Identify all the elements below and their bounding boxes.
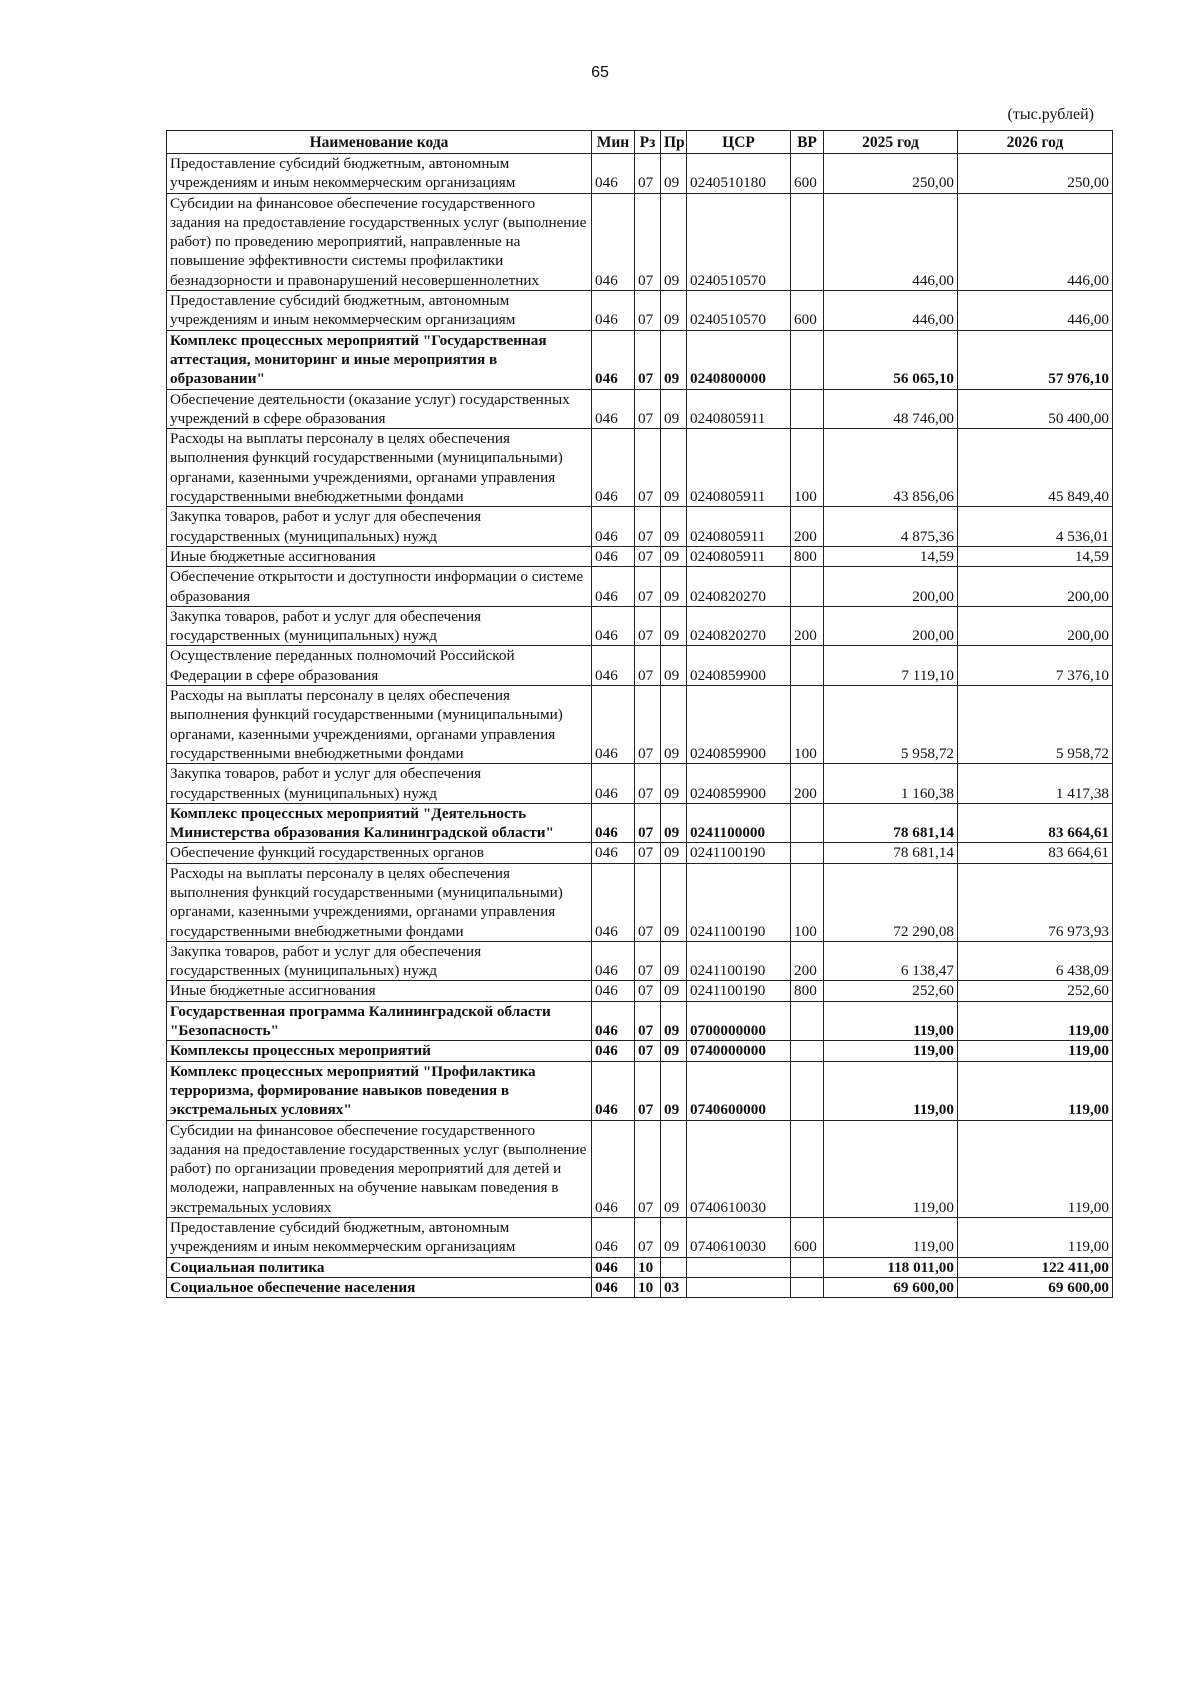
cell-rz: 07	[635, 843, 661, 863]
cell-2026: 50 400,00	[958, 389, 1113, 429]
cell-min: 046	[592, 193, 635, 290]
cell-min: 046	[592, 1061, 635, 1120]
cell-min: 046	[592, 981, 635, 1001]
cell-name: Обеспечение деятельности (оказание услуг) государственных учреждений в сфере образования	[167, 389, 592, 429]
table-body	[167, 154, 1113, 1298]
cell-name: Государственная программа Калининградской области "Безопасность"	[167, 1001, 592, 1041]
cell-2025: 200,00	[824, 606, 958, 646]
cell-rz: 07	[635, 1001, 661, 1041]
table-row	[167, 1061, 1113, 1120]
cell-name: Комплекс процессных мероприятий "Государственная аттестация, мониторинг и иные мероприятия в образовании"	[167, 330, 592, 389]
cell-name: Расходы на выплаты персоналу в целях обеспечения выполнения функций государственными (муниципальными) органами, казенными учреждениями, органами управления государственными внебюджетными фондами	[167, 686, 592, 764]
cell-min: 046	[592, 154, 635, 194]
cell-min: 046	[592, 330, 635, 389]
table-row	[167, 1218, 1113, 1258]
cell-vr	[791, 1061, 824, 1120]
cell-rz: 10	[635, 1277, 661, 1297]
cell-rz: 07	[635, 606, 661, 646]
cell-2025: 6 138,47	[824, 941, 958, 981]
col-header-csr: ЦСР	[687, 131, 791, 154]
cell-pr: 09	[661, 389, 687, 429]
cell-vr: 200	[791, 507, 824, 547]
cell-rz: 07	[635, 429, 661, 507]
cell-vr: 600	[791, 291, 824, 331]
cell-pr: 09	[661, 193, 687, 290]
table-row	[167, 1120, 1113, 1217]
cell-2025: 7 119,10	[824, 646, 958, 686]
cell-rz: 07	[635, 389, 661, 429]
table-row	[167, 843, 1113, 863]
cell-csr: 0240820270	[687, 606, 791, 646]
cell-rz: 07	[635, 291, 661, 331]
cell-pr: 09	[661, 863, 687, 941]
cell-vr: 200	[791, 606, 824, 646]
cell-name: Расходы на выплаты персоналу в целях обеспечения выполнения функций государственными (муниципальными) органами, казенными учреждениями, органами управления государственными внебюджетными фондами	[167, 863, 592, 941]
cell-2026: 446,00	[958, 291, 1113, 331]
col-header-pr: Пр	[661, 131, 687, 154]
cell-csr: 0241100190	[687, 863, 791, 941]
cell-name: Предоставление субсидий бюджетным, автономным учреждениям и иным некоммерческим организациям	[167, 1218, 592, 1258]
table-row	[167, 981, 1113, 1001]
cell-2025: 446,00	[824, 291, 958, 331]
cell-2025: 118 011,00	[824, 1257, 958, 1277]
cell-2025: 5 958,72	[824, 686, 958, 764]
table-row	[167, 803, 1113, 843]
table-row	[167, 941, 1113, 981]
cell-2025: 119,00	[824, 1061, 958, 1120]
cell-2026: 119,00	[958, 1218, 1113, 1258]
table-row	[167, 389, 1113, 429]
cell-2026: 200,00	[958, 567, 1113, 607]
budget-table	[166, 130, 1113, 1298]
cell-rz: 07	[635, 567, 661, 607]
cell-min: 046	[592, 291, 635, 331]
cell-name: Иные бюджетные ассигнования	[167, 981, 592, 1001]
cell-2026: 6 438,09	[958, 941, 1113, 981]
col-header-vr: ВР	[791, 131, 824, 154]
cell-min: 046	[592, 1001, 635, 1041]
cell-pr: 09	[661, 330, 687, 389]
col-header-2026: 2026 год	[958, 131, 1113, 154]
table-row	[167, 686, 1113, 764]
cell-name: Социальное обеспечение населения	[167, 1277, 592, 1297]
cell-csr: 0240859900	[687, 764, 791, 804]
cell-2026: 4 536,01	[958, 507, 1113, 547]
cell-min: 046	[592, 567, 635, 607]
cell-name: Субсидии на финансовое обеспечение государственного задания на предоставление государственных услуг (выполнение работ) по проведению мероприятий, направленные на повышение эффективности системы профилактики безнадзорности и правонарушений несовершеннолетних	[167, 193, 592, 290]
cell-2026: 1 417,38	[958, 764, 1113, 804]
cell-csr: 0740610030	[687, 1120, 791, 1217]
cell-csr	[687, 1257, 791, 1277]
cell-vr	[791, 1041, 824, 1061]
table-header-row	[167, 131, 1113, 154]
cell-csr: 0240805911	[687, 546, 791, 566]
cell-2025: 48 746,00	[824, 389, 958, 429]
cell-2026: 119,00	[958, 1061, 1113, 1120]
cell-2026: 252,60	[958, 981, 1113, 1001]
cell-vr	[791, 567, 824, 607]
cell-2026: 200,00	[958, 606, 1113, 646]
cell-vr	[791, 330, 824, 389]
cell-pr: 09	[661, 429, 687, 507]
cell-rz: 07	[635, 803, 661, 843]
cell-rz: 07	[635, 507, 661, 547]
cell-vr	[791, 843, 824, 863]
col-header-name: Наименование кода	[167, 131, 592, 154]
cell-2025: 69 600,00	[824, 1277, 958, 1297]
cell-pr: 09	[661, 764, 687, 804]
table-row	[167, 1257, 1113, 1277]
cell-2026: 57 976,10	[958, 330, 1113, 389]
cell-min: 046	[592, 941, 635, 981]
cell-min: 046	[592, 1041, 635, 1061]
cell-csr: 0240510180	[687, 154, 791, 194]
cell-name: Предоставление субсидий бюджетным, автономным учреждениям и иным некоммерческим организациям	[167, 154, 592, 194]
cell-min: 046	[592, 1257, 635, 1277]
cell-rz: 07	[635, 330, 661, 389]
cell-csr: 0241100000	[687, 803, 791, 843]
cell-min: 046	[592, 546, 635, 566]
cell-rz: 07	[635, 1061, 661, 1120]
cell-2026: 119,00	[958, 1120, 1113, 1217]
cell-name: Обеспечение функций государственных органов	[167, 843, 592, 863]
cell-pr: 09	[661, 567, 687, 607]
cell-vr	[791, 803, 824, 843]
table-row	[167, 154, 1113, 194]
cell-pr: 09	[661, 291, 687, 331]
cell-2026: 83 664,61	[958, 803, 1113, 843]
table-row	[167, 567, 1113, 607]
table-row	[167, 507, 1113, 547]
cell-2026: 83 664,61	[958, 843, 1113, 863]
cell-csr: 0240800000	[687, 330, 791, 389]
cell-2026: 14,59	[958, 546, 1113, 566]
cell-vr: 800	[791, 981, 824, 1001]
cell-2025: 78 681,14	[824, 843, 958, 863]
cell-csr: 0700000000	[687, 1001, 791, 1041]
cell-2026: 119,00	[958, 1001, 1113, 1041]
cell-csr: 0241100190	[687, 843, 791, 863]
cell-csr: 0240805911	[687, 429, 791, 507]
cell-csr: 0240820270	[687, 567, 791, 607]
cell-2025: 119,00	[824, 1041, 958, 1061]
cell-pr: 09	[661, 546, 687, 566]
cell-csr: 0241100190	[687, 941, 791, 981]
cell-name: Предоставление субсидий бюджетным, автономным учреждениям и иным некоммерческим организациям	[167, 291, 592, 331]
cell-rz: 07	[635, 154, 661, 194]
cell-name: Субсидии на финансовое обеспечение государственного задания на предоставление государственных услуг (выполнение работ) по организации проведения мероприятий для детей и молодежи, направленных на обучение навыкам поведения в экстремальных условиях	[167, 1120, 592, 1217]
cell-min: 046	[592, 803, 635, 843]
cell-csr: 0240859900	[687, 646, 791, 686]
cell-pr: 09	[661, 981, 687, 1001]
cell-min: 046	[592, 646, 635, 686]
cell-min: 046	[592, 843, 635, 863]
cell-rz: 07	[635, 546, 661, 566]
cell-2025: 200,00	[824, 567, 958, 607]
cell-rz: 07	[635, 1120, 661, 1217]
cell-vr: 600	[791, 1218, 824, 1258]
col-header-2025: 2025 год	[824, 131, 958, 154]
cell-min: 046	[592, 606, 635, 646]
cell-name: Закупка товаров, работ и услуг для обеспечения государственных (муниципальных) нужд	[167, 764, 592, 804]
cell-vr: 200	[791, 941, 824, 981]
table-row	[167, 546, 1113, 566]
table-row	[167, 606, 1113, 646]
cell-name: Социальная политика	[167, 1257, 592, 1277]
cell-csr: 0240859900	[687, 686, 791, 764]
cell-min: 046	[592, 389, 635, 429]
cell-name: Расходы на выплаты персоналу в целях обеспечения выполнения функций государственными (муниципальными) органами, казенными учреждениями, органами управления государственными внебюджетными фондами	[167, 429, 592, 507]
cell-pr: 09	[661, 1120, 687, 1217]
cell-csr: 0240805911	[687, 507, 791, 547]
cell-2025: 252,60	[824, 981, 958, 1001]
cell-csr: 0240510570	[687, 291, 791, 331]
cell-2025: 56 065,10	[824, 330, 958, 389]
cell-csr: 0240510570	[687, 193, 791, 290]
cell-2025: 72 290,08	[824, 863, 958, 941]
table-row	[167, 429, 1113, 507]
cell-pr: 09	[661, 646, 687, 686]
cell-min: 046	[592, 686, 635, 764]
table-row	[167, 1277, 1113, 1297]
cell-pr: 09	[661, 941, 687, 981]
cell-2025: 446,00	[824, 193, 958, 290]
cell-csr: 0241100190	[687, 981, 791, 1001]
cell-vr	[791, 389, 824, 429]
table-row	[167, 764, 1113, 804]
cell-2026: 446,00	[958, 193, 1113, 290]
cell-min: 046	[592, 863, 635, 941]
cell-2026: 5 958,72	[958, 686, 1113, 764]
cell-min: 046	[592, 507, 635, 547]
cell-rz: 07	[635, 863, 661, 941]
cell-pr: 09	[661, 507, 687, 547]
col-header-min: Мин	[592, 131, 635, 154]
cell-rz: 07	[635, 1041, 661, 1061]
page-number: 65	[591, 64, 609, 81]
cell-csr: 0240805911	[687, 389, 791, 429]
cell-name: Обеспечение открытости и доступности информации о системе образования	[167, 567, 592, 607]
cell-vr: 800	[791, 546, 824, 566]
cell-csr: 0740000000	[687, 1041, 791, 1061]
cell-vr	[791, 1120, 824, 1217]
cell-min: 046	[592, 1218, 635, 1258]
cell-rz: 10	[635, 1257, 661, 1277]
cell-2025: 119,00	[824, 1120, 958, 1217]
cell-2026: 45 849,40	[958, 429, 1113, 507]
cell-vr	[791, 1277, 824, 1297]
cell-rz: 07	[635, 193, 661, 290]
cell-vr	[791, 1001, 824, 1041]
cell-vr: 100	[791, 686, 824, 764]
cell-pr: 09	[661, 154, 687, 194]
cell-min: 046	[592, 1120, 635, 1217]
cell-2025: 119,00	[824, 1218, 958, 1258]
col-header-rz: Рз	[635, 131, 661, 154]
cell-name: Осуществление переданных полномочий Российской Федерации в сфере образования	[167, 646, 592, 686]
cell-2025: 78 681,14	[824, 803, 958, 843]
cell-2025: 250,00	[824, 154, 958, 194]
cell-vr	[791, 193, 824, 290]
cell-2025: 14,59	[824, 546, 958, 566]
cell-vr	[791, 1257, 824, 1277]
cell-2026: 69 600,00	[958, 1277, 1113, 1297]
cell-rz: 07	[635, 981, 661, 1001]
cell-pr: 09	[661, 1001, 687, 1041]
cell-csr: 0740610030	[687, 1218, 791, 1258]
table-row	[167, 1041, 1113, 1061]
cell-2025: 1 160,38	[824, 764, 958, 804]
cell-2025: 43 856,06	[824, 429, 958, 507]
cell-pr: 09	[661, 843, 687, 863]
cell-pr: 09	[661, 686, 687, 764]
cell-2026: 122 411,00	[958, 1257, 1113, 1277]
cell-pr: 03	[661, 1277, 687, 1297]
cell-pr: 09	[661, 803, 687, 843]
cell-min: 046	[592, 764, 635, 804]
table-row	[167, 193, 1113, 290]
cell-min: 046	[592, 429, 635, 507]
cell-name: Закупка товаров, работ и услуг для обеспечения государственных (муниципальных) нужд	[167, 507, 592, 547]
cell-csr	[687, 1277, 791, 1297]
cell-vr	[791, 646, 824, 686]
cell-2026: 7 376,10	[958, 646, 1113, 686]
cell-name: Комплекс процессных мероприятий "Профилактика терроризма, формирование навыков поведения в экстремальных условиях"	[167, 1061, 592, 1120]
cell-name: Комплексы процессных мероприятий	[167, 1041, 592, 1061]
cell-pr: 09	[661, 1041, 687, 1061]
cell-2026: 250,00	[958, 154, 1113, 194]
cell-rz: 07	[635, 764, 661, 804]
cell-pr: 09	[661, 1218, 687, 1258]
cell-vr: 100	[791, 429, 824, 507]
cell-rz: 07	[635, 646, 661, 686]
cell-rz: 07	[635, 686, 661, 764]
cell-name: Комплекс процессных мероприятий "Деятельность Министерства образования Калининградской области"	[167, 803, 592, 843]
cell-2025: 119,00	[824, 1001, 958, 1041]
units-label: (тыс.рублей)	[1007, 106, 1094, 123]
cell-pr: 09	[661, 606, 687, 646]
cell-name: Закупка товаров, работ и услуг для обеспечения государственных (муниципальных) нужд	[167, 941, 592, 981]
cell-rz: 07	[635, 1218, 661, 1258]
table-row	[167, 291, 1113, 331]
cell-vr: 100	[791, 863, 824, 941]
table-row	[167, 646, 1113, 686]
cell-2026: 119,00	[958, 1041, 1113, 1061]
cell-min: 046	[592, 1277, 635, 1297]
cell-name: Иные бюджетные ассигнования	[167, 546, 592, 566]
cell-vr: 600	[791, 154, 824, 194]
cell-name: Закупка товаров, работ и услуг для обеспечения государственных (муниципальных) нужд	[167, 606, 592, 646]
cell-2026: 76 973,93	[958, 863, 1113, 941]
cell-2025: 4 875,36	[824, 507, 958, 547]
cell-rz: 07	[635, 941, 661, 981]
table-row	[167, 330, 1113, 389]
table-row	[167, 863, 1113, 941]
table-row	[167, 1001, 1113, 1041]
cell-pr: 09	[661, 1061, 687, 1120]
cell-vr: 200	[791, 764, 824, 804]
cell-csr: 0740600000	[687, 1061, 791, 1120]
cell-pr	[661, 1257, 687, 1277]
